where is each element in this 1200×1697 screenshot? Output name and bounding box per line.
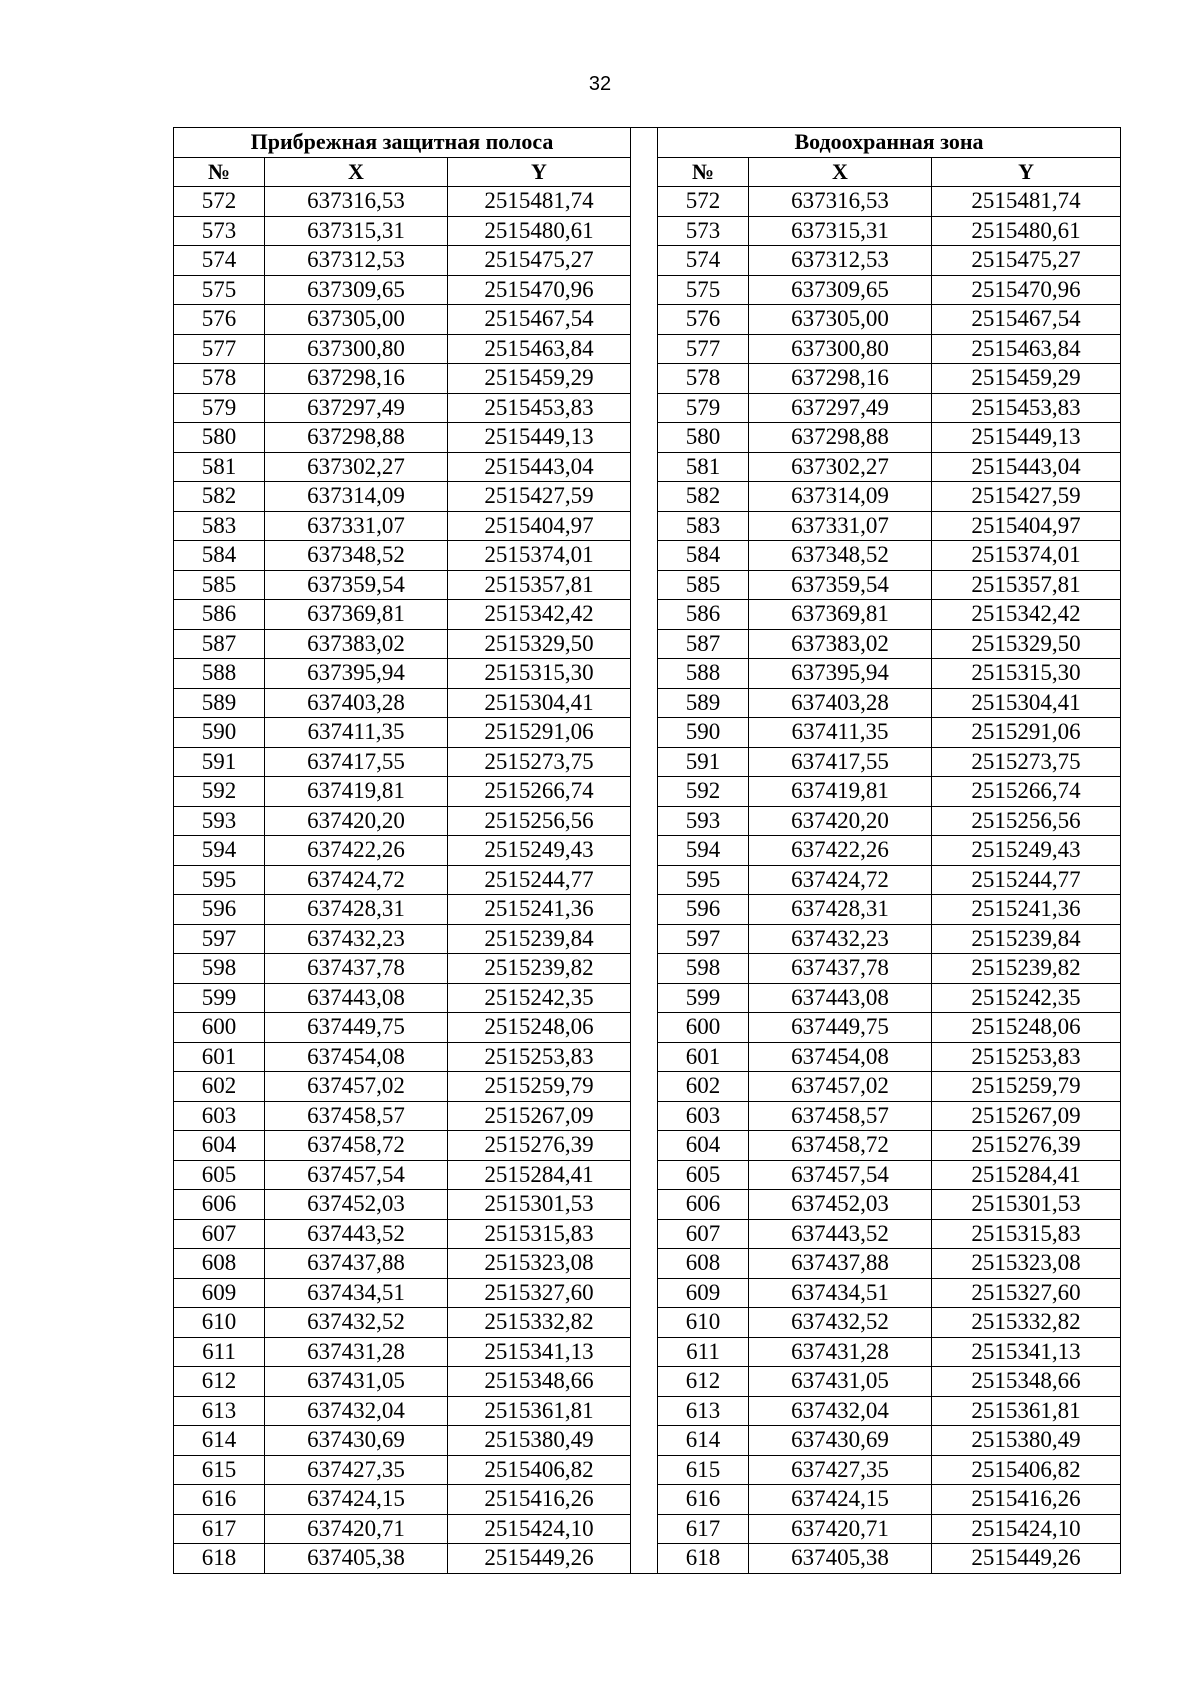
right-cell-x: 637428,31 (749, 895, 932, 925)
left-cell-x: 637369,81 (265, 600, 448, 630)
left-cell-y: 2515315,83 (448, 1219, 631, 1249)
right-cell-x: 637300,80 (749, 334, 932, 364)
left-cell-x: 637458,57 (265, 1101, 448, 1131)
right-cell-y: 2515467,54 (932, 305, 1121, 335)
left-cell-y: 2515327,60 (448, 1278, 631, 1308)
right-cell-number: 607 (658, 1219, 749, 1249)
left-cell-x: 637419,81 (265, 777, 448, 807)
left-cell-y: 2515342,42 (448, 600, 631, 630)
right-cell-x: 637452,03 (749, 1190, 932, 1220)
left-cell-x: 637411,35 (265, 718, 448, 748)
right-cell-x: 637432,23 (749, 924, 932, 954)
right-cell-x: 637432,04 (749, 1396, 932, 1426)
right-cell-number: 593 (658, 806, 749, 836)
right-cell-y: 2515323,08 (932, 1249, 1121, 1279)
right-cell-y: 2515416,26 (932, 1485, 1121, 1515)
left-cell-x: 637430,69 (265, 1426, 448, 1456)
right-cell-y: 2515481,74 (932, 187, 1121, 217)
right-cell-number: 572 (658, 187, 749, 217)
right-cell-y: 2515259,79 (932, 1072, 1121, 1102)
left-cell-y: 2515406,82 (448, 1455, 631, 1485)
left-cell-number: 575 (174, 275, 265, 305)
right-cell-number: 580 (658, 423, 749, 453)
left-cell-x: 637297,49 (265, 393, 448, 423)
right-cell-number: 575 (658, 275, 749, 305)
left-cell-number: 591 (174, 747, 265, 777)
left-cell-x: 637309,65 (265, 275, 448, 305)
right-cell-y: 2515284,41 (932, 1160, 1121, 1190)
right-cell-y: 2515256,56 (932, 806, 1121, 836)
right-cell-y: 2515424,10 (932, 1514, 1121, 1544)
right-cell-number: 578 (658, 364, 749, 394)
right-cell-x: 637431,28 (749, 1337, 932, 1367)
right-cell-y: 2515449,26 (932, 1544, 1121, 1574)
left-cell-y: 2515374,01 (448, 541, 631, 571)
right-cell-x: 637420,20 (749, 806, 932, 836)
left-cell-y: 2515449,13 (448, 423, 631, 453)
left-cell-y: 2515249,43 (448, 836, 631, 866)
left-cell-x: 637420,71 (265, 1514, 448, 1544)
left-cell-x: 637437,88 (265, 1249, 448, 1279)
left-cell-x: 637395,94 (265, 659, 448, 689)
left-cell-y: 2515273,75 (448, 747, 631, 777)
right-cell-y: 2515357,81 (932, 570, 1121, 600)
right-cell-x: 637434,51 (749, 1278, 932, 1308)
left-cell-number: 596 (174, 895, 265, 925)
left-cell-y: 2515449,26 (448, 1544, 631, 1574)
right-cell-number: 573 (658, 216, 749, 246)
left-cell-number: 613 (174, 1396, 265, 1426)
left-cell-y: 2515424,10 (448, 1514, 631, 1544)
right-cell-number: 603 (658, 1101, 749, 1131)
left-cell-y: 2515291,06 (448, 718, 631, 748)
right-cell-y: 2515380,49 (932, 1426, 1121, 1456)
left-cell-y: 2515463,84 (448, 334, 631, 364)
right-cell-number: 597 (658, 924, 749, 954)
right-cell-number: 608 (658, 1249, 749, 1279)
right-cell-y: 2515332,82 (932, 1308, 1121, 1338)
left-cell-x: 637452,03 (265, 1190, 448, 1220)
left-cell-x: 637437,78 (265, 954, 448, 984)
right-cell-number: 594 (658, 836, 749, 866)
left-cell-y: 2515276,39 (448, 1131, 631, 1161)
right-cell-x: 637298,88 (749, 423, 932, 453)
right-cell-y: 2515374,01 (932, 541, 1121, 571)
left-cell-x: 637431,28 (265, 1337, 448, 1367)
left-cell-y: 2515470,96 (448, 275, 631, 305)
right-cell-x: 637449,75 (749, 1013, 932, 1043)
left-cell-number: 612 (174, 1367, 265, 1397)
right-cell-x: 637432,52 (749, 1308, 932, 1338)
left-cell-x: 637428,31 (265, 895, 448, 925)
left-cell-number: 607 (174, 1219, 265, 1249)
right-cell-y: 2515315,83 (932, 1219, 1121, 1249)
right-cell-number: 585 (658, 570, 749, 600)
left-cell-y: 2515248,06 (448, 1013, 631, 1043)
left-cell-x: 637424,72 (265, 865, 448, 895)
right-cell-x: 637457,02 (749, 1072, 932, 1102)
right-cell-y: 2515244,77 (932, 865, 1121, 895)
left-cell-x: 637458,72 (265, 1131, 448, 1161)
left-cell-number: 617 (174, 1514, 265, 1544)
right-cell-x: 637427,35 (749, 1455, 932, 1485)
right-cell-y: 2515449,13 (932, 423, 1121, 453)
right-cell-number: 609 (658, 1278, 749, 1308)
right-cell-y: 2515291,06 (932, 718, 1121, 748)
left-cell-number: 597 (174, 924, 265, 954)
left-cell-number: 579 (174, 393, 265, 423)
left-cell-y: 2515480,61 (448, 216, 631, 246)
right-cell-number: 613 (658, 1396, 749, 1426)
left-cell-y: 2515329,50 (448, 629, 631, 659)
left-cell-x: 637298,16 (265, 364, 448, 394)
right-cell-y: 2515470,96 (932, 275, 1121, 305)
right-cell-number: 612 (658, 1367, 749, 1397)
left-cell-x: 637454,08 (265, 1042, 448, 1072)
right-cell-x: 637302,27 (749, 452, 932, 482)
left-cell-y: 2515427,59 (448, 482, 631, 512)
left-cell-number: 590 (174, 718, 265, 748)
left-cell-x: 637432,52 (265, 1308, 448, 1338)
left-cell-x: 637298,88 (265, 423, 448, 453)
left-cell-x: 637383,02 (265, 629, 448, 659)
right-cell-y: 2515267,09 (932, 1101, 1121, 1131)
left-cell-y: 2515459,29 (448, 364, 631, 394)
right-cell-number: 591 (658, 747, 749, 777)
left-cell-number: 589 (174, 688, 265, 718)
table-body (174, 128, 1121, 1574)
left-cell-x: 637449,75 (265, 1013, 448, 1043)
left-cell-x: 637314,09 (265, 482, 448, 512)
right-cell-x: 637403,28 (749, 688, 932, 718)
left-cell-x: 637312,53 (265, 246, 448, 276)
left-cell-number: 601 (174, 1042, 265, 1072)
right-cell-number: 581 (658, 452, 749, 482)
right-cell-y: 2515480,61 (932, 216, 1121, 246)
right-cell-x: 637458,57 (749, 1101, 932, 1131)
left-cell-number: 587 (174, 629, 265, 659)
right-cell-number: 616 (658, 1485, 749, 1515)
right-cell-x: 637305,00 (749, 305, 932, 335)
left-cell-x: 637420,20 (265, 806, 448, 836)
left-cell-y: 2515481,74 (448, 187, 631, 217)
right-cell-number: 574 (658, 246, 749, 276)
page-number: 32 (588, 73, 612, 95)
coordinates-table (173, 127, 1121, 1574)
left-cell-x: 637305,00 (265, 305, 448, 335)
left-cell-x: 637331,07 (265, 511, 448, 541)
left-cell-number: 600 (174, 1013, 265, 1043)
left-cell-number: 606 (174, 1190, 265, 1220)
left-cell-y: 2515315,30 (448, 659, 631, 689)
right-cell-number: 602 (658, 1072, 749, 1102)
right-cell-number: 598 (658, 954, 749, 984)
right-cell-x: 637424,72 (749, 865, 932, 895)
left-cell-number: 583 (174, 511, 265, 541)
left-cell-y: 2515242,35 (448, 983, 631, 1013)
left-cell-x: 637417,55 (265, 747, 448, 777)
left-cell-y: 2515323,08 (448, 1249, 631, 1279)
right-cell-number: 615 (658, 1455, 749, 1485)
left-cell-x: 637316,53 (265, 187, 448, 217)
right-section-title: Водоохранная зона (658, 128, 1121, 158)
right-cell-x: 637411,35 (749, 718, 932, 748)
right-cell-x: 637437,88 (749, 1249, 932, 1279)
right-cell-y: 2515404,97 (932, 511, 1121, 541)
right-cell-x: 637395,94 (749, 659, 932, 689)
left-cell-number: 595 (174, 865, 265, 895)
right-cell-number: 596 (658, 895, 749, 925)
right-cell-y: 2515266,74 (932, 777, 1121, 807)
left-cell-y: 2515475,27 (448, 246, 631, 276)
left-cell-y: 2515416,26 (448, 1485, 631, 1515)
right-cell-y: 2515443,04 (932, 452, 1121, 482)
left-cell-number: 572 (174, 187, 265, 217)
left-cell-y: 2515253,83 (448, 1042, 631, 1072)
right-cell-y: 2515239,82 (932, 954, 1121, 984)
right-cell-y: 2515327,60 (932, 1278, 1121, 1308)
right-cell-x: 637419,81 (749, 777, 932, 807)
right-cell-x: 637314,09 (749, 482, 932, 512)
right-cell-x: 637458,72 (749, 1131, 932, 1161)
right-cell-y: 2515463,84 (932, 334, 1121, 364)
left-cell-number: 588 (174, 659, 265, 689)
left-cell-y: 2515301,53 (448, 1190, 631, 1220)
left-cell-x: 637315,31 (265, 216, 448, 246)
left-cell-x: 637432,04 (265, 1396, 448, 1426)
left-cell-y: 2515357,81 (448, 570, 631, 600)
right-header-x: X (749, 157, 932, 187)
right-cell-number: 605 (658, 1160, 749, 1190)
left-cell-y: 2515348,66 (448, 1367, 631, 1397)
right-cell-number: 617 (658, 1514, 749, 1544)
right-cell-y: 2515273,75 (932, 747, 1121, 777)
right-cell-number: 604 (658, 1131, 749, 1161)
right-cell-x: 637331,07 (749, 511, 932, 541)
left-cell-y: 2515239,84 (448, 924, 631, 954)
right-cell-y: 2515348,66 (932, 1367, 1121, 1397)
left-cell-number: 573 (174, 216, 265, 246)
right-cell-number: 584 (658, 541, 749, 571)
right-cell-x: 637454,08 (749, 1042, 932, 1072)
right-cell-x: 637405,38 (749, 1544, 932, 1574)
right-cell-number: 600 (658, 1013, 749, 1043)
left-header-x: X (265, 157, 448, 187)
left-cell-number: 614 (174, 1426, 265, 1456)
left-cell-x: 637424,15 (265, 1485, 448, 1515)
left-cell-number: 602 (174, 1072, 265, 1102)
left-cell-y: 2515244,77 (448, 865, 631, 895)
left-cell-x: 637457,54 (265, 1160, 448, 1190)
left-cell-y: 2515453,83 (448, 393, 631, 423)
right-cell-x: 637430,69 (749, 1426, 932, 1456)
right-cell-number: 611 (658, 1337, 749, 1367)
right-cell-y: 2515249,43 (932, 836, 1121, 866)
right-cell-number: 589 (658, 688, 749, 718)
right-cell-y: 2515241,36 (932, 895, 1121, 925)
left-cell-number: 609 (174, 1278, 265, 1308)
section-title-row (174, 128, 1121, 158)
right-cell-y: 2515459,29 (932, 364, 1121, 394)
right-cell-x: 637369,81 (749, 600, 932, 630)
left-cell-number: 608 (174, 1249, 265, 1279)
left-cell-number: 577 (174, 334, 265, 364)
left-cell-y: 2515467,54 (448, 305, 631, 335)
right-cell-number: 595 (658, 865, 749, 895)
right-cell-y: 2515239,84 (932, 924, 1121, 954)
left-header-number: № (174, 157, 265, 187)
right-cell-number: 588 (658, 659, 749, 689)
right-cell-number: 582 (658, 482, 749, 512)
left-cell-x: 637405,38 (265, 1544, 448, 1574)
right-cell-number: 586 (658, 600, 749, 630)
left-cell-number: 598 (174, 954, 265, 984)
left-cell-y: 2515443,04 (448, 452, 631, 482)
left-cell-x: 637431,05 (265, 1367, 448, 1397)
right-cell-x: 637417,55 (749, 747, 932, 777)
right-cell-number: 610 (658, 1308, 749, 1338)
right-cell-y: 2515427,59 (932, 482, 1121, 512)
left-cell-y: 2515341,13 (448, 1337, 631, 1367)
left-cell-y: 2515266,74 (448, 777, 631, 807)
left-cell-x: 637443,52 (265, 1219, 448, 1249)
left-cell-x: 637348,52 (265, 541, 448, 571)
right-cell-x: 637348,52 (749, 541, 932, 571)
right-cell-x: 637359,54 (749, 570, 932, 600)
left-cell-number: 581 (174, 452, 265, 482)
right-cell-y: 2515361,81 (932, 1396, 1121, 1426)
right-cell-number: 590 (658, 718, 749, 748)
right-cell-y: 2515475,27 (932, 246, 1121, 276)
right-cell-number: 618 (658, 1544, 749, 1574)
left-cell-number: 585 (174, 570, 265, 600)
right-cell-y: 2515315,30 (932, 659, 1121, 689)
left-cell-number: 615 (174, 1455, 265, 1485)
left-cell-number: 584 (174, 541, 265, 571)
right-cell-y: 2515276,39 (932, 1131, 1121, 1161)
left-cell-x: 637457,02 (265, 1072, 448, 1102)
left-cell-y: 2515241,36 (448, 895, 631, 925)
right-cell-number: 614 (658, 1426, 749, 1456)
left-cell-number: 610 (174, 1308, 265, 1338)
left-cell-number: 611 (174, 1337, 265, 1367)
right-cell-number: 583 (658, 511, 749, 541)
right-cell-number: 599 (658, 983, 749, 1013)
right-cell-x: 637312,53 (749, 246, 932, 276)
right-cell-number: 587 (658, 629, 749, 659)
left-cell-y: 2515256,56 (448, 806, 631, 836)
left-cell-y: 2515284,41 (448, 1160, 631, 1190)
left-cell-number: 603 (174, 1101, 265, 1131)
right-cell-number: 592 (658, 777, 749, 807)
right-cell-x: 637298,16 (749, 364, 932, 394)
right-cell-number: 576 (658, 305, 749, 335)
right-cell-y: 2515253,83 (932, 1042, 1121, 1072)
left-cell-number: 594 (174, 836, 265, 866)
right-cell-y: 2515248,06 (932, 1013, 1121, 1043)
left-cell-number: 593 (174, 806, 265, 836)
left-cell-x: 637359,54 (265, 570, 448, 600)
right-cell-number: 606 (658, 1190, 749, 1220)
table-gap (631, 128, 658, 1574)
right-cell-y: 2515304,41 (932, 688, 1121, 718)
right-cell-x: 637424,15 (749, 1485, 932, 1515)
right-header-number: № (658, 157, 749, 187)
right-cell-x: 637422,26 (749, 836, 932, 866)
left-cell-y: 2515404,97 (448, 511, 631, 541)
right-cell-y: 2515342,42 (932, 600, 1121, 630)
left-cell-number: 582 (174, 482, 265, 512)
right-cell-x: 637309,65 (749, 275, 932, 305)
left-cell-x: 637300,80 (265, 334, 448, 364)
right-cell-x: 637383,02 (749, 629, 932, 659)
right-cell-y: 2515341,13 (932, 1337, 1121, 1367)
left-cell-x: 637302,27 (265, 452, 448, 482)
left-cell-number: 599 (174, 983, 265, 1013)
left-cell-number: 592 (174, 777, 265, 807)
right-cell-x: 637297,49 (749, 393, 932, 423)
left-cell-x: 637403,28 (265, 688, 448, 718)
right-cell-x: 637315,31 (749, 216, 932, 246)
right-cell-x: 637443,08 (749, 983, 932, 1013)
left-cell-y: 2515259,79 (448, 1072, 631, 1102)
left-cell-x: 637443,08 (265, 983, 448, 1013)
left-cell-number: 576 (174, 305, 265, 335)
left-cell-x: 637434,51 (265, 1278, 448, 1308)
right-cell-number: 579 (658, 393, 749, 423)
left-cell-number: 580 (174, 423, 265, 453)
left-header-y: Y (448, 157, 631, 187)
left-cell-x: 637422,26 (265, 836, 448, 866)
left-cell-y: 2515380,49 (448, 1426, 631, 1456)
right-cell-x: 637457,54 (749, 1160, 932, 1190)
right-cell-x: 637420,71 (749, 1514, 932, 1544)
right-cell-x: 637316,53 (749, 187, 932, 217)
right-cell-y: 2515406,82 (932, 1455, 1121, 1485)
left-cell-number: 586 (174, 600, 265, 630)
left-cell-number: 604 (174, 1131, 265, 1161)
left-cell-y: 2515267,09 (448, 1101, 631, 1131)
right-cell-y: 2515242,35 (932, 983, 1121, 1013)
right-header-y: Y (932, 157, 1121, 187)
right-cell-x: 637443,52 (749, 1219, 932, 1249)
left-cell-y: 2515332,82 (448, 1308, 631, 1338)
left-cell-x: 637432,23 (265, 924, 448, 954)
left-cell-x: 637427,35 (265, 1455, 448, 1485)
left-cell-number: 605 (174, 1160, 265, 1190)
right-cell-y: 2515301,53 (932, 1190, 1121, 1220)
right-cell-x: 637437,78 (749, 954, 932, 984)
left-cell-number: 578 (174, 364, 265, 394)
left-section-title: Прибрежная защитная полоса (174, 128, 631, 158)
left-cell-y: 2515239,82 (448, 954, 631, 984)
right-cell-number: 577 (658, 334, 749, 364)
right-cell-y: 2515453,83 (932, 393, 1121, 423)
right-cell-y: 2515329,50 (932, 629, 1121, 659)
left-cell-y: 2515361,81 (448, 1396, 631, 1426)
left-cell-number: 574 (174, 246, 265, 276)
left-cell-y: 2515304,41 (448, 688, 631, 718)
right-cell-number: 601 (658, 1042, 749, 1072)
left-cell-number: 616 (174, 1485, 265, 1515)
left-cell-number: 618 (174, 1544, 265, 1574)
right-cell-x: 637431,05 (749, 1367, 932, 1397)
